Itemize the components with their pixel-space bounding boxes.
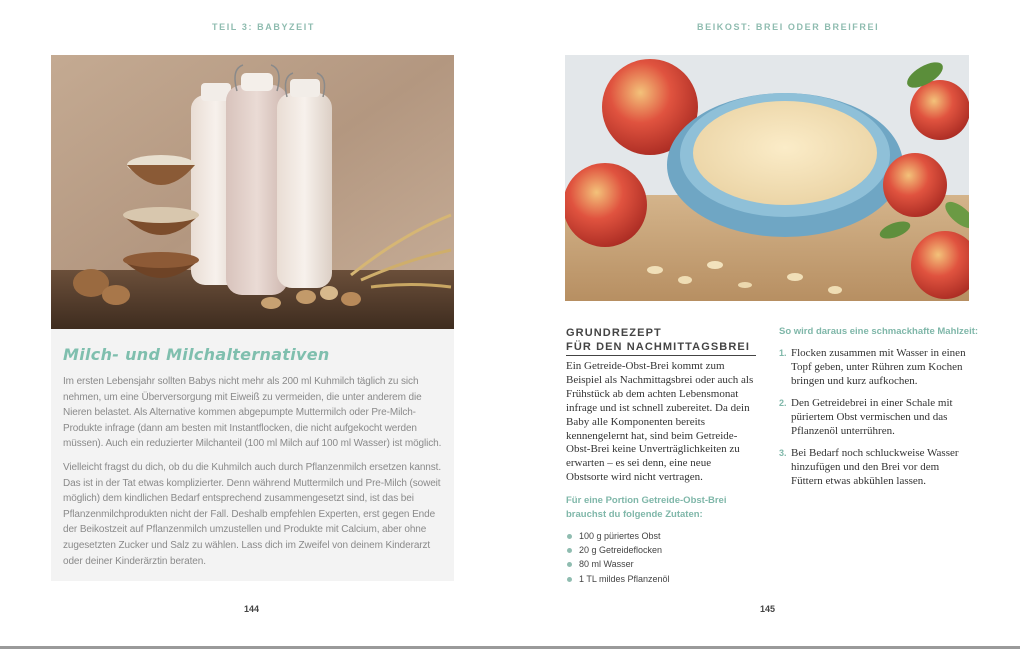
- step-text: Den Getreidebrei in einer Schale mit püriertem Obst vermischen und das Pflanzenöl unterrühren.: [791, 397, 953, 437]
- preparation-steps: [779, 346, 969, 496]
- box-title: Milch- und Milchalternativen: [63, 345, 330, 364]
- milk-bottles-photo: [51, 55, 454, 329]
- recipe-heading-line2: FÜR DEN NACHMITTAGSBREI: [566, 340, 756, 356]
- running-head-right: BEIKOST: BREI ODER BREIFREI: [697, 22, 880, 32]
- ingredient-list: [566, 529, 670, 586]
- bullet-icon: [567, 534, 572, 539]
- step-text: Bei Bedarf noch schluckweise Wasser hinzufügen und den Brei vor dem Füttern etwas abkühlen lassen.: [791, 447, 959, 487]
- step-item: [779, 396, 969, 438]
- milk-bottles-oats-nuts-icon: [51, 55, 454, 329]
- bullet-icon: [567, 548, 572, 553]
- page-number-left: 144: [244, 604, 260, 614]
- step-number: 2.: [779, 398, 787, 408]
- recipe-intro-text: Ein Getreide-Obst-Brei kommt zum Beispiel als Nachmittagsbrei oder auch als Frühstück ab dem achten Lebensmonat infrage und ist schnell zubereitet. Da dein Baby alle Komponenten bereits kennengelernt hat, sind beim Getreide-Obst-Brei keine Unverträglichkeiten zu erwarten – es sei denn, eine neue Obstsorte wird nicht vertragen.: [566, 360, 754, 484]
- portion-lead: Für eine Portion Getreide-Obst-Brei brauchst du folgende Zutaten:: [566, 495, 727, 520]
- box-paragraph-1: Im ersten Lebensjahr sollten Babys nicht mehr als 200 ml Kuhmilch täglich zu sich nehmen, um eine Überversorgung mit Eiweiß zu vermeiden, die unter anderem die Nieren belastet. Als Alternative kommen abgepumpte Muttermilch oder Pre-Milch-Produkte infrage (dann am besten mit Instantflocken, die nicht aufgekocht werden müssen). Auch ein reduzierter Milchanteil (100 ml Milch auf 100 ml Wasser) ist möglich.: [63, 376, 442, 450]
- running-head-left: TEIL 3: BABYZEIT: [212, 22, 315, 32]
- ingredient-item: 100 g püriertes Obst: [566, 529, 670, 543]
- step-item: [779, 446, 969, 488]
- step-text: Flocken zusammen mit Wasser in einen Topf geben, unter Rühren zum Kochen bringen und kurz aufkochen.: [791, 347, 966, 387]
- step-number: 3.: [779, 448, 787, 458]
- steps-lead: So wird daraus eine schmackhafte Mahlzeit:: [779, 326, 979, 337]
- box-paragraph-2: Vielleicht fragst du dich, ob du die Kuhmilch auch durch Pflanzenmilch ersetzen kannst. Das ist in der Tat etwas komplizierter. Denn während Muttermilch und Pre-Milch (soweit möglich) dem kindlichen Bedarf entsprechend zusammengesetzt sind, ist das bei Pflanzenmilchprodukten nicht der Fall. Deshalb empfehlen Experten, erst gegen Ende der Beikostzeit auf Pflanzenmilch umzustellen und Produkte mit Calcium, aber ohne zugesetzten Zucker und Salz zu wählen. Lass dich im Zweifel von deinem Kinderarzt oder deiner Kinderärztin beraten.: [63, 462, 441, 567]
- recipe-heading-line1: GRUNDREZEPT: [566, 327, 662, 339]
- bullet-icon: [567, 562, 572, 567]
- ingredient-item: 20 g Getreideflocken: [566, 543, 670, 557]
- ingredient-item: 80 ml Wasser: [566, 557, 670, 571]
- porridge-bowl-apples-icon: [565, 55, 969, 301]
- step-item: [779, 346, 969, 388]
- porridge-photo: [565, 55, 969, 301]
- milk-alternatives-box: [51, 329, 454, 581]
- page-number-right: 145: [760, 604, 776, 614]
- ingredient-item: 1 TL mildes Pflanzenöl: [566, 572, 670, 586]
- bullet-icon: [567, 577, 572, 582]
- step-number: 1.: [779, 348, 787, 358]
- recipe-heading: [566, 326, 756, 356]
